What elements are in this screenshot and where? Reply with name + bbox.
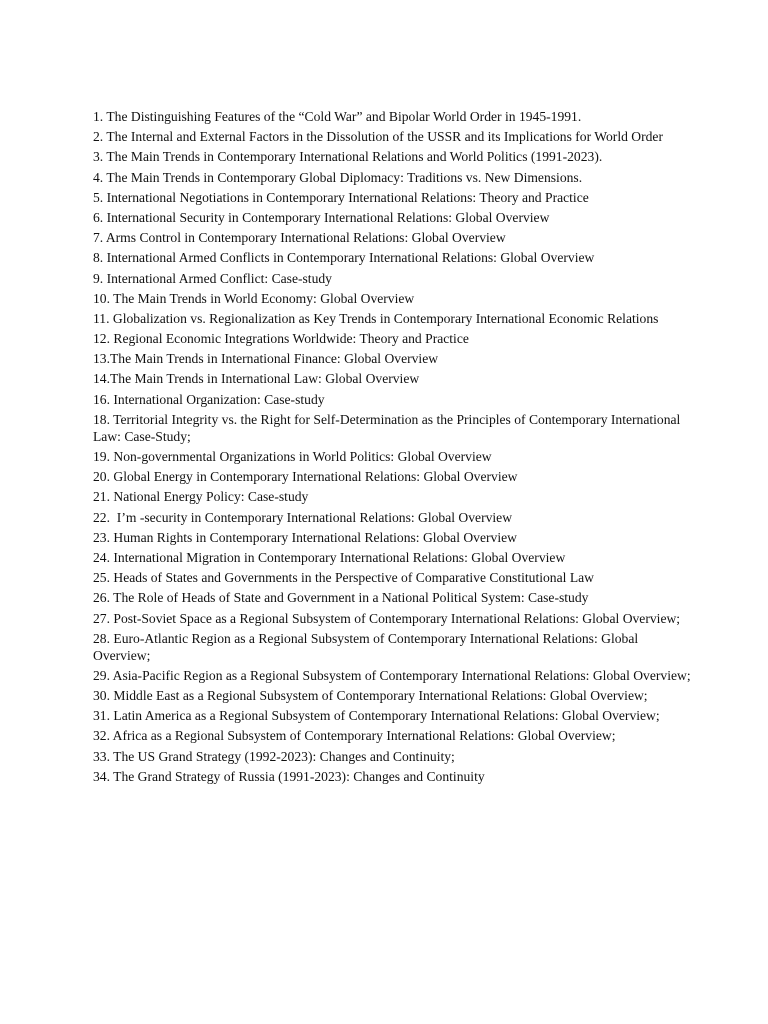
list-item: 20. Global Energy in Contemporary International Relations: Global Overview <box>93 469 518 485</box>
list-item: 13.The Main Trends in International Finance: Global Overview <box>93 351 439 367</box>
list-item: 29. Asia-Pacific Region as a Regional Subsystem of Contemporary International Relations: Global Overview; <box>93 667 691 683</box>
topic-list <box>93 108 693 788</box>
list-item: 19. Non-governmental Organizations in World Politics: Global Overview <box>93 449 492 464</box>
list-item: 23. Human Rights in Contemporary International Relations: Global Overview <box>93 529 517 545</box>
list-item: 1. The Distinguishing Features of the “Cold War” and Bipolar World Order in 1945-1991. <box>93 109 582 124</box>
list-item: 9. International Armed Conflict: Case-study <box>93 270 332 286</box>
list-item: 26. The Role of Heads of State and Government in a National Political System: Case-study <box>93 590 589 606</box>
list-item: 11. Globalization vs. Regionalization as Key Trends in Contemporary International Economic Relations <box>93 310 659 326</box>
list-item: 31. Latin America as a Regional Subsystem of Contemporary International Relations: Global Overview; <box>93 708 660 724</box>
list-item: 21. National Energy Policy: Case-study <box>93 489 309 505</box>
list-item: 30. Middle East as a Regional Subsystem of Contemporary International Relations: Global Overview; <box>93 688 648 704</box>
list-item: 27. Post-Soviet Space as a Regional Subsystem of Contemporary International Relations: Global Overview; <box>93 610 681 626</box>
list-item: 18. Territorial Integrity vs. the Right for Self-Determination as the Principles of Contemporary International Law: Case-Study; <box>93 411 684 444</box>
list-item: 4. The Main Trends in Contemporary Global Diplomacy: Traditions vs. New Dimensions. <box>93 169 583 185</box>
list-item: 32. Africa as a Regional Subsystem of Contemporary International Relations: Global Overview; <box>93 728 616 744</box>
list-item: 22. I’m -security in Contemporary International Relations: Global Overview <box>93 509 513 525</box>
list-item: 6. International Security in Contemporary International Relations: Global Overview <box>93 209 550 225</box>
list-item: 33. The US Grand Strategy (1992-2023): Changes and Continuity; <box>93 748 455 764</box>
list-item: 34. The Grand Strategy of Russia (1991-2023): Changes and Continuity <box>93 768 485 784</box>
list-item: 25. Heads of States and Governments in the Perspective of Comparative Constitutional Law <box>93 570 594 586</box>
list-item: 28. Euro-Atlantic Region as a Regional Subsystem of Contemporary International Relations: Global Overview; <box>93 630 642 663</box>
list-item: 24. International Migration in Contemporary International Relations: Global Overview <box>93 549 566 565</box>
list-item: 3. The Main Trends in Contemporary International Relations and World Politics (1991-2023). <box>93 149 603 165</box>
list-item: 5. International Negotiations in Contemporary International Relations: Theory and Practice <box>93 189 589 205</box>
list-item: 14.The Main Trends in International Law: Global Overview <box>93 371 420 387</box>
list-item: 12. Regional Economic Integrations Worldwide: Theory and Practice <box>93 331 469 347</box>
list-item: 2. The Internal and External Factors in the Dissolution of the USSR and its Implications for World Order <box>93 129 663 145</box>
list-item: 7. Arms Control in Contemporary International Relations: Global Overview <box>93 230 506 246</box>
list-item: 10. The Main Trends in World Economy: Global Overview <box>93 290 415 306</box>
list-item: 16. International Organization: Case-study <box>93 391 325 407</box>
list-item: 8. International Armed Conflicts in Contemporary International Relations: Global Overview <box>93 250 595 266</box>
